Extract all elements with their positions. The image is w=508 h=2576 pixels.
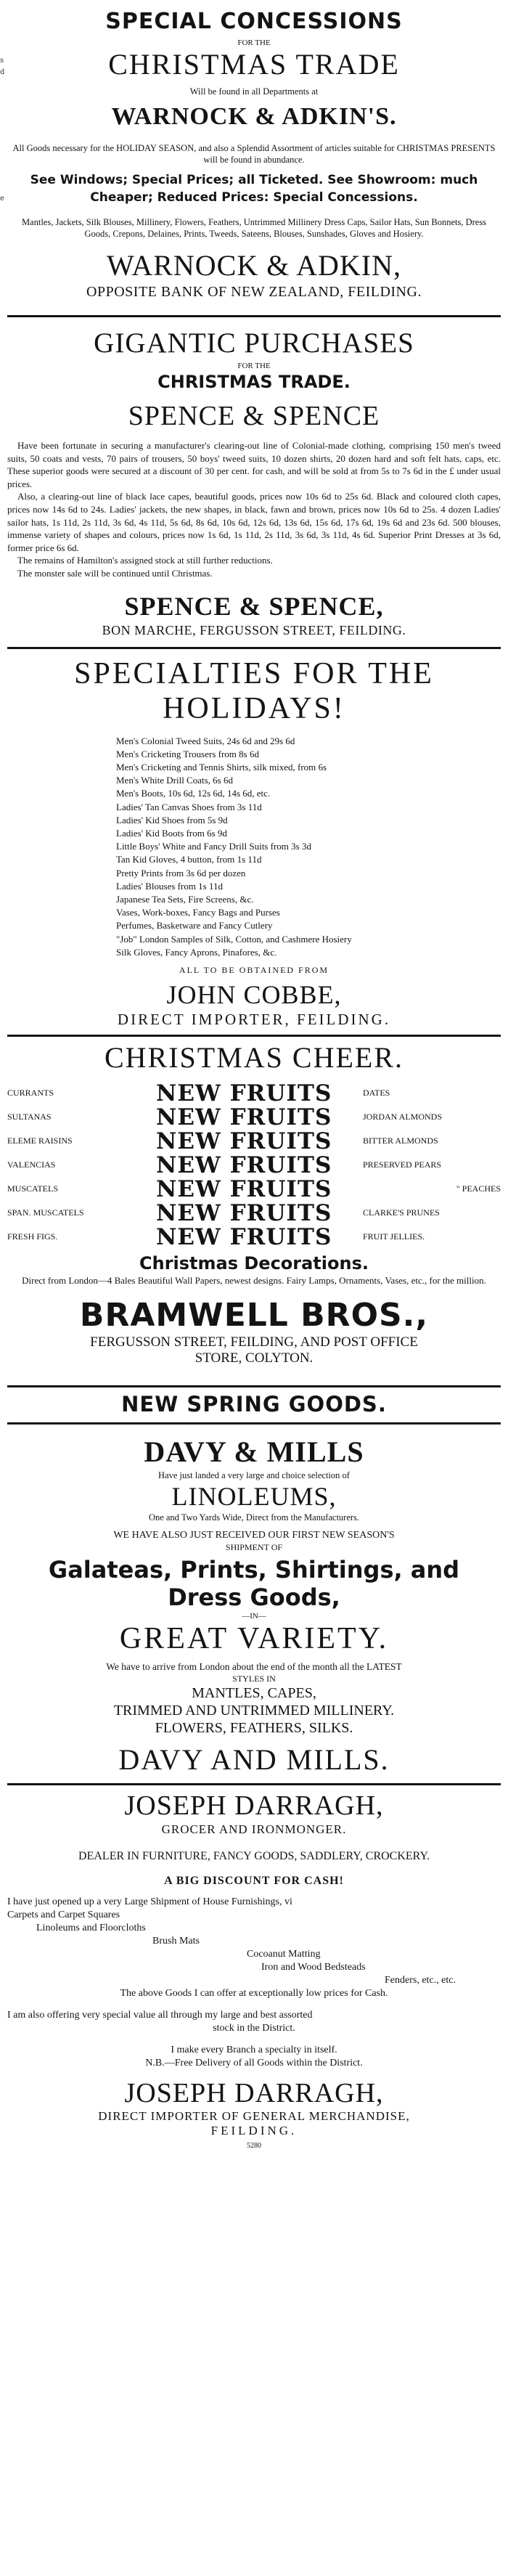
list-item: Ladies' Kid Shoes from 5s 9d [116,814,228,826]
margin-mark: s [0,57,4,65]
fruit-left-cell: FRESH FIGS. [7,1231,58,1242]
ad-headline: CHRISTMAS TRADE. [157,372,351,392]
ad-headline: SPECIALTIES FOR THE [74,656,434,690]
fruit-left-cell: MUSCATELS [7,1183,59,1194]
list-item: Linoleums and Floorcloths [36,1922,146,1933]
list-item: Men's Colonial Tweed Suits, 24s 6d and 29s 6d [116,735,295,746]
table-row [7,1224,501,1248]
fruit-mid-cell: NEW FRUITS [156,1104,332,1130]
ad-headline: Galateas, Prints, Shirtings, and [48,1555,460,1583]
fruit-right-cell: DATES [363,1087,390,1098]
ad-address: STORE, COLYTON. [194,1350,314,1366]
ad-subline: Will be found in all Departments at [189,86,319,97]
spence-spence-ad [7,326,501,638]
margin-marks [0,0,7,2576]
ad-headline: CHRISTMAS CHEER. [104,1040,404,1074]
ad-paragraph: I have just opened up a very Large Shipment of House Furnishings, vi [7,1896,292,1907]
list-item: Pretty Prints from 3s 6d per dozen [116,867,246,879]
table-row [7,1200,501,1224]
ad-headline: SPENCE & SPENCE, [124,591,384,621]
bramwell-bros-ad [7,1041,501,1366]
list-item: Silk Gloves, Fancy Aprons, Pinafores, &c. [116,946,277,958]
ad-divider [7,1035,501,1037]
fruit-mid-cell: NEW FRUITS [156,1175,332,1202]
ad-paragraph: Direct from London—4 Bales Beautiful Wall Papers, newest designs. Fairy Lamps, Ornaments, Vases, etc., for the million. [22,1274,486,1286]
ad-headline: GREAT VARIETY. [119,1621,389,1655]
ad-paragraph: stock in the District. [213,2022,295,2034]
ad-headline: JOSEPH DARRAGH, [124,1790,384,1821]
fruit-left-cell: SULTANAS [7,1111,52,1122]
john-cobbe-ad [7,656,501,1029]
list-item: Little Boys' White and Fancy Drill Suits from 3s 3d [116,841,311,852]
ad-subline: ALL TO BE OBTAINED FROM [179,964,329,975]
ad-subline: STYLES IN [232,1673,276,1684]
ad-address: FEILDING. [210,2123,298,2137]
fruit-mid-cell: NEW FRUITS [156,1199,332,1226]
ad-paragraph: N.B.—Free Delivery of all Goods within the District. [145,2057,363,2068]
ad-subline: —IN— [242,1611,266,1621]
fruit-mid-cell: NEW FRUITS [156,1080,332,1106]
ad-headline: GIGANTIC PURCHASES [94,327,414,359]
ad-paragraph: The monster sale will be continued until Christmas. [17,567,213,579]
list-item: Cocoanut Matting [247,1948,321,1960]
ad-headline: WARNOCK & ADKIN'S. [111,103,397,130]
ad-headline: DAVY AND MILLS. [118,1743,390,1776]
list-item: Ladies' Blouses from 1s 11d [116,880,224,892]
ad-headline: Christmas Decorations. [139,1252,369,1273]
ad-address: OPPOSITE BANK OF NEW ZEALAND, FEILDING. [86,284,422,300]
fruit-mid-cell: NEW FRUITS [156,1152,332,1178]
ad-headline: SPENCE & SPENCE [128,401,380,431]
ad-emphasis-line: See Windows; Special Prices; all Ticketed. See Showroom: much [30,173,478,187]
list-item: Carpets and Carpet Squares [7,1909,120,1920]
ad-subline: We have to arrive from London about the end of the month all the LATEST [106,1660,402,1672]
ad-emphasis-line: Cheaper; Reduced Prices: Special Concessions. [90,190,418,205]
fruit-right-cell: " PEACHES [456,1183,501,1194]
table-row [7,1128,501,1152]
fruits-table [7,1080,501,1248]
ad-reference-number: 5280 [247,2141,261,2150]
list-item: Brush Mats [152,1935,200,1947]
ad-paragraph: Also, a clearing-out line of black lace capes, beautiful goods, prices now 10s 6d to 25s 6d. Black and coloured cloth capes, prices now 14s 6d to 24s. Ladies' jackets, the new shapes, in black, fawn and brown, prices now 10s 6d to 25s. 4 dozen Ladies' sailor hats, 1s 11d, 2s 11d, 3s 6d, 4s 11d, 5s 6d, 8s 6d, 10s 6d, 12s 6d, 13s 6d, 15s 6d, 17s 6d, 19s 6d and 23s 6d. 500 blouses, immense variety of shapes and colours, prices now 1s 6d, 1s 11d, 2s 11d, 3s 6d, 3s 11d, 4s 6d. Superior Print Dresses at 3s 6d, former price 6s 6d. [7,491,501,553]
ad-subline: GROCER AND IRONMONGER. [161,1822,347,1836]
ad-divider [7,1385,501,1387]
ad-subline: WE HAVE ALSO JUST RECEIVED OUR FIRST NEW SEASON'S [113,1529,395,1541]
ad-address: DIRECT IMPORTER, FEILDING. [117,1010,391,1028]
ad-paragraph: Mantles, Jackets, Silk Blouses, Millinery, Flowers, Feathers, Untrimmed Millinery Dress Caps, Sailor Hats, Sun Bonnets, Dress Goods, Crepons, Delaines, Prints, Tweeds, Sateens, Blouses, Sunshades, Gloves and Hosiery. [21,217,487,239]
fruit-left-cell: SPAN. MUSCATELS [7,1207,84,1218]
fruit-left-cell: VALENCIAS [7,1159,56,1170]
fruit-right-cell: JORDAN ALMONDS [363,1111,443,1122]
table-row [7,1152,501,1176]
fruit-right-cell: BITTER ALMONDS [363,1135,438,1146]
ad-divider [7,647,501,649]
davy-mills-ad [7,1392,501,1777]
ad-subline: Have just landed a very large and choice selection of [158,1470,350,1480]
fruit-right-cell: FRUIT JELLIES. [363,1231,425,1242]
list-item: Ladies' Kid Boots from 6s 9d [116,827,227,839]
list-item: Vases, Work-boxes, Fancy Bags and Purses [116,907,280,918]
ad-address: DIRECT IMPORTER OF GENERAL MERCHANDISE, [98,2108,410,2123]
ad-subline: FOR THE [237,38,271,47]
ad-divider [7,315,501,317]
ad-subline: FOR THE [237,362,271,370]
ad-headline: WARNOCK & ADKIN, [107,249,401,282]
list-item: Men's Boots, 10s 6d, 12s 6d, 14s 6d, etc. [116,788,271,799]
ad-paragraph: The remains of Hamilton's assigned stock at still further reductions. [17,555,273,566]
list-item: Men's White Drill Coats, 6s 6d [116,775,233,786]
ad-headline: LINOLEUMS, [171,1481,337,1511]
ad-divider [7,1422,501,1424]
ad-headline: JOHN COBBE, [166,979,342,1009]
ad-emphasis-line: FLOWERS, FEATHERS, SILKS. [155,1719,353,1736]
list-item: Perfumes, Basketware and Fancy Cutlery [116,920,273,932]
ad-emphasis-line: MANTLES, CAPES, [192,1684,316,1701]
list-item: Japanese Tea Sets, Fire Screens, &c. [116,893,254,905]
ad-headline: JOSEPH DARRAGH, [124,2077,384,2108]
list-item: Men's Cricketing Trousers from 8s 6d [116,748,259,759]
warnock-adkin-ad [7,7,501,301]
ad-address: FERGUSSON STREET, FEILDING, AND POST OFFICE [90,1334,418,1350]
ad-paragraph: The above Goods I can offer at exceptionally low prices for Cash. [120,1987,388,1999]
list-item: "Job" London Samples of Silk, Cotton, and Cashmere Hosiery [116,933,352,945]
fruit-mid-cell: NEW FRUITS [156,1223,332,1250]
ad-subline: SHIPMENT OF [225,1541,283,1552]
ad-headline: SPECIAL CONCESSIONS [105,9,403,34]
table-row [7,1080,501,1104]
ad-paragraph: I make every Branch a specialty in itself. [171,2044,337,2055]
list-item: Men's Cricketing and Tennis Shirts, silk mixed, from 6s [116,761,327,773]
ad-subline: DEALER IN FURNITURE, FANCY GOODS, SADDLERY, CROCKERY. [78,1849,430,1862]
fruit-mid-cell: NEW FRUITS [156,1128,332,1154]
ad-subline: One and Two Yards Wide, Direct from the Manufacturers. [148,1512,360,1523]
list-item: Tan Kid Gloves, 4 button, from 1s 11d [116,854,262,865]
fruit-right-cell: CLARKE'S PRUNES [363,1207,440,1218]
fruit-left-cell: ELEME RAISINS [7,1135,73,1146]
margin-mark: d [0,68,5,76]
ad-address: BON MARCHE, FERGUSSON STREET, FEILDING. [102,622,406,637]
ad-headline: CHRISTMAS TRADE [108,48,400,81]
ad-headline: Dress Goods, [168,1583,340,1611]
ad-headline: NEW SPRING GOODS. [121,1391,387,1417]
margin-mark: e [0,195,4,203]
fruit-right-cell: PRESERVED PEARS [363,1159,442,1170]
ad-paragraph: Have been fortunate in securing a manufacturer's clearing-out line of Colonial-made clothing, comprising 150 men's tweed suits, 50 coats and vests, 70 pairs of trousers, 50 boys' tweed suits, 10 dozen shirts, 20 dozen hard and soft felt hats, caps, etc. These superior goods were secured at a discount of 30 per cent. for cash, and will be sold at from 5s to 7s 6d in the £ under usual prices. [7,440,501,489]
ad-headline: BRAMWELL BROS., [79,1296,429,1334]
ad-emphasis-line: TRIMMED AND UNTRIMMED MILLINERY. [113,1702,395,1719]
ad-headline: DAVY & MILLS [144,1435,364,1468]
list-item: Fenders, etc., etc. [385,1974,456,1986]
joseph-darragh-ad [7,1790,501,2151]
list-item: Ladies' Tan Canvas Shoes from 3s 11d [116,801,262,812]
ad-paragraph: I am also offering very special value all through my large and best assorted [7,2009,313,2021]
table-row [7,1176,501,1200]
table-row [7,1104,501,1128]
list-item: Iron and Wood Bedsteads [261,1961,366,1973]
ad-divider [7,1783,501,1785]
ad-headline: HOLIDAYS! [163,691,345,725]
specialties-list [7,735,501,959]
ad-emphasis-line: A BIG DISCOUNT FOR CASH! [164,1874,344,1887]
ad-paragraph: All Goods necessary for the HOLIDAY SEASON, and also a Splendid Assortment of articles suitable for CHRISTMAS PRESENTS will be found in abundance. [12,143,496,165]
newspaper-page [7,0,501,2576]
fruit-left-cell: CURRANTS [7,1087,54,1098]
